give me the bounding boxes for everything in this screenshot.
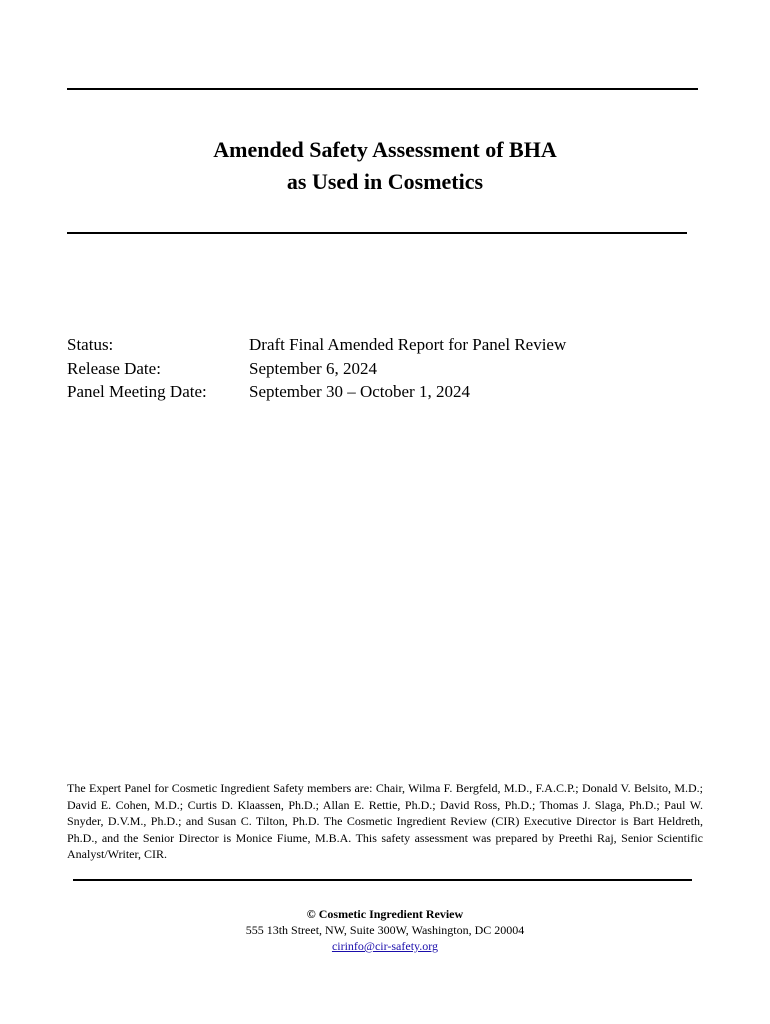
release-date-value: September 6, 2024 [249,358,377,378]
status-label: Status: [67,335,114,354]
expert-panel-note: The Expert Panel for Cosmetic Ingredient Safety members are: Chair, Wilma F. Bergfeld, M.D., F.A.C.P.; Donald V. Belsito, M.D.; David E. Cohen, M.D.; Curtis D. Klaassen, Ph.D.; Allan E. Rettie, Ph.D.; David Ross, Ph.D.; Thomas J. Slaga, Ph.D.; Paul W. Snyder, D.V.M., Ph.D.; and Susan C. Tilton, Ph.D. The Cosmetic Ingredient Review (CIR) Executive Director is Bart Heldreth, Ph.D., and the Senior Director is Monice Fiume, M.B.A. This safety assessment was prepared by Preethi Raj, Senior Scientific Analyst/Writer, CIR. [67,781,703,861]
footer-email-wrapper [0,938,770,954]
document-title-line-1: Amended Safety Assessment of BHA [213,137,557,162]
title-divider [67,232,687,234]
release-date-label: Release Date: [67,358,161,378]
footer-organization: © Cosmetic Ingredient Review [306,907,464,921]
release-date-row [67,357,707,381]
top-divider [67,88,698,90]
panel-meeting-date-value: September 30 – October 1, 2024 [249,382,470,401]
document-metadata [67,333,707,404]
document-title-line-2: as Used in Cosmetics [286,169,484,194]
footer-email-link[interactable]: cirinfo@cir-safety.org [331,939,439,953]
status-value: Draft Final Amended Report for Panel Review [249,335,567,354]
panel-meeting-date-row [67,380,707,404]
footer-address: 555 13th Street, NW, Suite 300W, Washington, DC 20004 [245,923,525,937]
footer-divider [73,879,692,881]
panel-meeting-date-label: Panel Meeting Date: [67,382,207,401]
status-row [67,333,707,357]
